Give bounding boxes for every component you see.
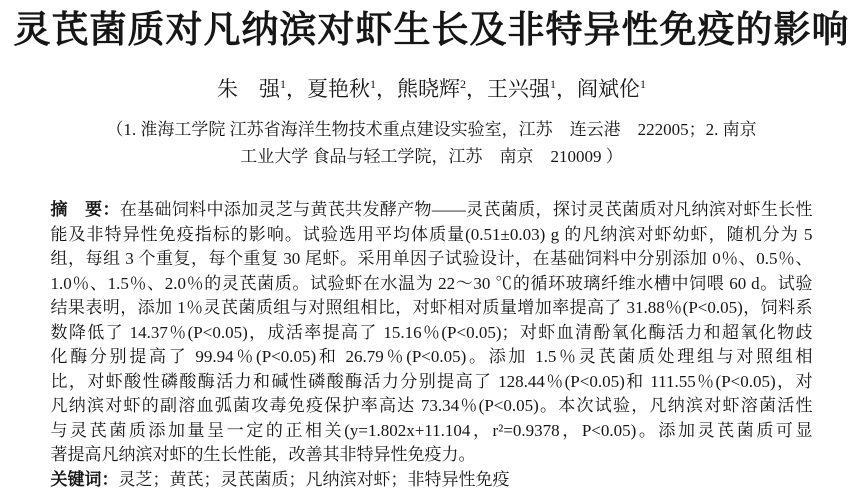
keywords-label: 关键词： [50, 469, 119, 490]
affiliation-line-2: 工业大学 食品与轻工学院，江苏 南京 210009 ） [240, 147, 623, 166]
keywords-line [51, 470, 813, 490]
author-name: 夏艳秋$^1$ [307, 77, 376, 101]
abstract-line: 著提高凡纳滨对虾的生长性能，改善其非特异性免疫力。 [50, 445, 476, 464]
paper-title: 灵芪菌质对凡纳滨对虾生长及非特异性免疫的影响 [13, 8, 850, 51]
abstract-block [51, 198, 813, 468]
affiliation-line-1: （1. 淮海工学院 江苏省海洋生物技术重点建设实验室，江苏 连云港 222005；2. 南京 [106, 120, 757, 139]
abstract-label: 摘 要： [50, 200, 120, 220]
author-name: 朱 强$^1$ [217, 77, 286, 101]
author-affiliation-sup: 1 [370, 77, 376, 91]
abstract-line: 摘 要：在基础饲料中添加灵芝与黄芪共发酵产物——灵芪菌质，探讨灵芪菌质对凡纳滨对虾生长性 [50, 200, 813, 220]
abstract-line: 结果表明，添加 1％灵芪菌质组与对照组相比，对虾相对质量增加率提高了 31.88％(P<0.05)，饲料系 [50, 298, 813, 317]
authors-line: 朱 强$^1$，夏艳秋$^1$，熊晓辉$^2$，王兴强$^1$，阎斌伦$^1$ [217, 77, 646, 101]
author-name: 熊晓辉$^2$ [397, 77, 466, 101]
author-name: 王兴强$^1$ [487, 77, 556, 101]
abstract-line: 数降低了 14.37％(P<0.05)，成活率提高了 15.16％(P<0.05)；对虾血清酚氧化酶活力和超氧化物歧 [50, 322, 813, 342]
abstract-line: 组，每组 3 个重复，每个重复 30 尾虾。采用单因子试验设计，在基础饲料中分别添加 0％、0.5％、 [50, 249, 813, 268]
keywords-text: 灵芝；黄芪；灵芪菌质；凡纳滨对虾；非特异性免疫 [118, 469, 510, 490]
author-affiliation-sup: 2 [460, 77, 466, 91]
author-affiliation-sup: 1 [280, 77, 286, 91]
abstract-line: 凡纳滨对虾的副溶血弧菌攻毒免疫保护率高达 73.34％(P<0.05)。本次试验，凡纳滨对虾溶菌活性 [50, 396, 813, 415]
abstract-line: 化酶分别提高了 99.94％(P<0.05)和 26.79％(P<0.05)。添加 1.5％灵芪菌质处理组与对照组相 [50, 347, 813, 366]
abstract-line: 比，对虾酸性磷酸酶活力和碱性磷酸酶活力分别提高了 128.44％(P<0.05)和 111.55％(P<0.05)，对 [50, 371, 813, 391]
author-name: 阎斌伦$^1$ [577, 77, 646, 101]
author-affiliation-sup: 1 [550, 77, 556, 91]
abstract-line: 与灵芪菌质添加量呈一定的正相关(y=1.802x+11.104，r²=0.9378，P<0.05)。添加灵芪菌质可显 [50, 420, 813, 440]
author-affiliation-sup: 1 [640, 77, 646, 91]
abstract-line: 能及非特异性免疫指标的影响。试验选用平均体质量(0.51±0.03) g 的凡纳滨对虾幼虾，随机分为 5 [50, 224, 813, 244]
abstract-line: 1.0％、1.5％、2.0％的灵芪菌质。试验虾在水温为 22～30 ℃的循环玻璃纤维水槽中饲喂 60 d。试验 [50, 273, 813, 293]
affiliation-block [0, 116, 863, 170]
